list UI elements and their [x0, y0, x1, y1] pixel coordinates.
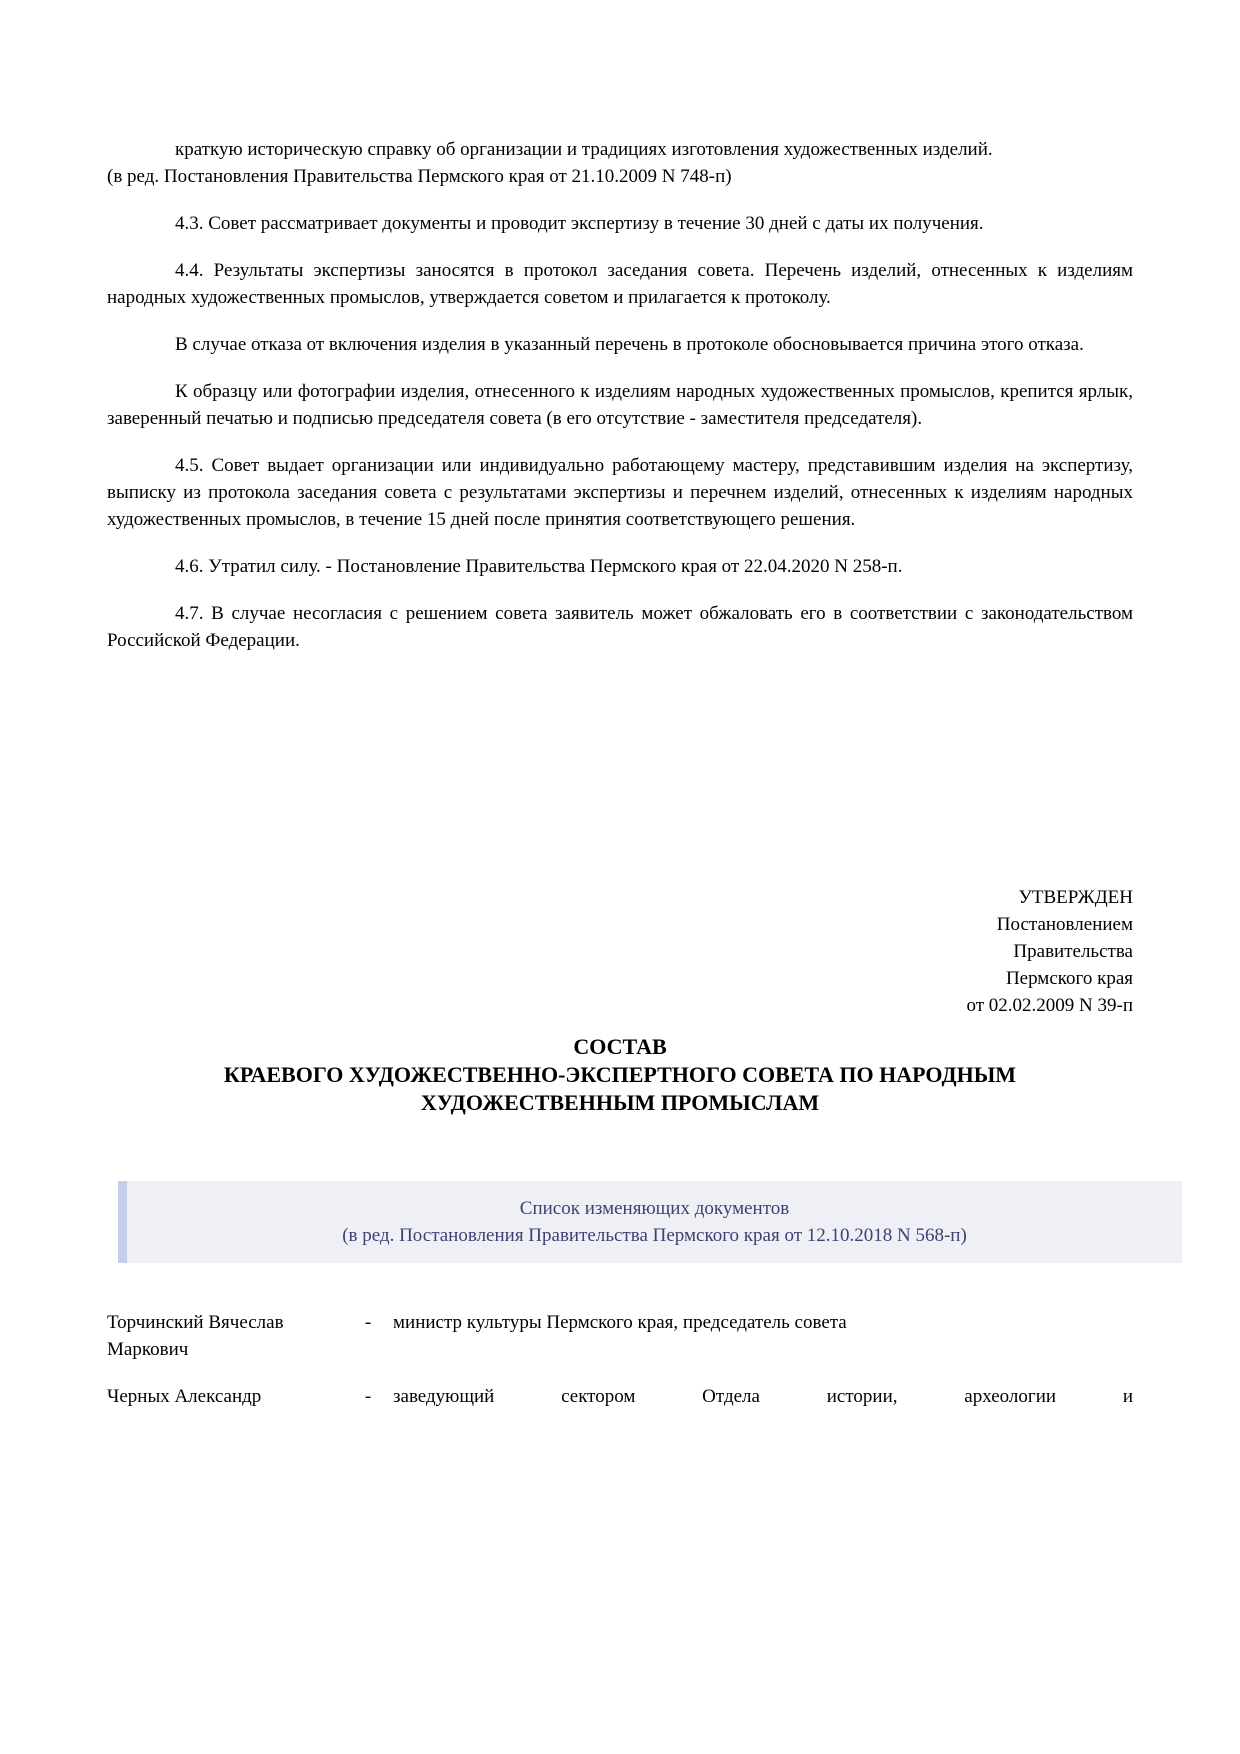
edition-note-paragraph: (в ред. Постановления Правительства Пермского края от 21.10.2009 N 748-п) [107, 166, 732, 187]
body-paragraph: 4.3. Совет рассматривает документы и проводит экспертизу в течение 30 дней с даты их получения. [175, 213, 984, 234]
member-role: министр культуры Пермского края, председатель совета [393, 1312, 847, 1333]
title-line: СОСТАВ [573, 1034, 667, 1059]
body-paragraph: краткую историческую справку об организации и традициях изготовления художественных изделий. [175, 139, 993, 160]
approval-line: Правительства [1013, 941, 1133, 962]
amendments-note-heading: Список изменяющих документов [519, 1198, 790, 1219]
approval-line: от 02.02.2009 N 39-п [966, 995, 1133, 1016]
approval-line: Постановлением [996, 914, 1133, 935]
member-dash: - [364, 1386, 372, 1407]
approval-stamp [107, 884, 1133, 1019]
body-paragraph: 4.6. Утратил силу. - Постановление Правительства Пермского края от 22.04.2020 N 258-п. [175, 556, 903, 577]
body-paragraph: 4.7. В случае несогласия с решением совета заявитель может обжаловать его в соответствии с законодательством Российской Федерации. [107, 603, 1133, 651]
approval-line: УТВЕРЖДЕН [1018, 887, 1133, 908]
amendments-note-edition: (в ред. Постановления Правительства Пермского края от 12.10.2018 N 568-п) [342, 1225, 967, 1246]
member-dash: - [364, 1312, 372, 1333]
approval-line: Пермского края [1005, 968, 1133, 989]
title-line: КРАЕВОГО ХУДОЖЕСТВЕННО-ЭКСПЕРТНОГО СОВЕТА ПО НАРОДНЫМ [223, 1062, 1017, 1087]
body-paragraph: 4.5. Совет выдает организации или индивидуально работающему мастеру, представившим изделия на экспертизу, выписку из протокола заседания совета с результатами экспертизы и перечнем изделий, отнесенных к изделиям народных художественных промыслов, в течение 15 дней после принятия соответствующего решения. [107, 455, 1133, 530]
member-row [107, 1383, 1133, 1410]
body-paragraph: К образцу или фотографии изделия, отнесенного к изделиям народных художественных промыслов, крепится ярлык, заверенный печатью и подписью председателя совета (в его отсутствие - заместителя председателя). [107, 381, 1133, 429]
council-members-list [107, 1309, 1133, 1410]
body-paragraph: В случае отказа от включения изделия в указанный перечень в протоколе обосновывается причина этого отказа. [175, 334, 1084, 355]
member-role: заведующий сектором Отдела истории, археологии и [393, 1386, 1133, 1407]
member-row [107, 1309, 1133, 1363]
amendments-note-box [118, 1181, 1182, 1263]
member-name: Черных Александр [107, 1386, 262, 1407]
title-line: ХУДОЖЕСТВЕННЫМ ПРОМЫСЛАМ [420, 1090, 820, 1115]
body-paragraph: 4.4. Результаты экспертизы заносятся в протокол заседания совета. Перечень изделий, отнесенных к изделиям народных художественных промыслов, утверждается советом и прилагается к протоколу. [107, 260, 1133, 308]
document-title [107, 1033, 1133, 1117]
member-name: Торчинский Вячеслав Маркович [107, 1312, 284, 1360]
